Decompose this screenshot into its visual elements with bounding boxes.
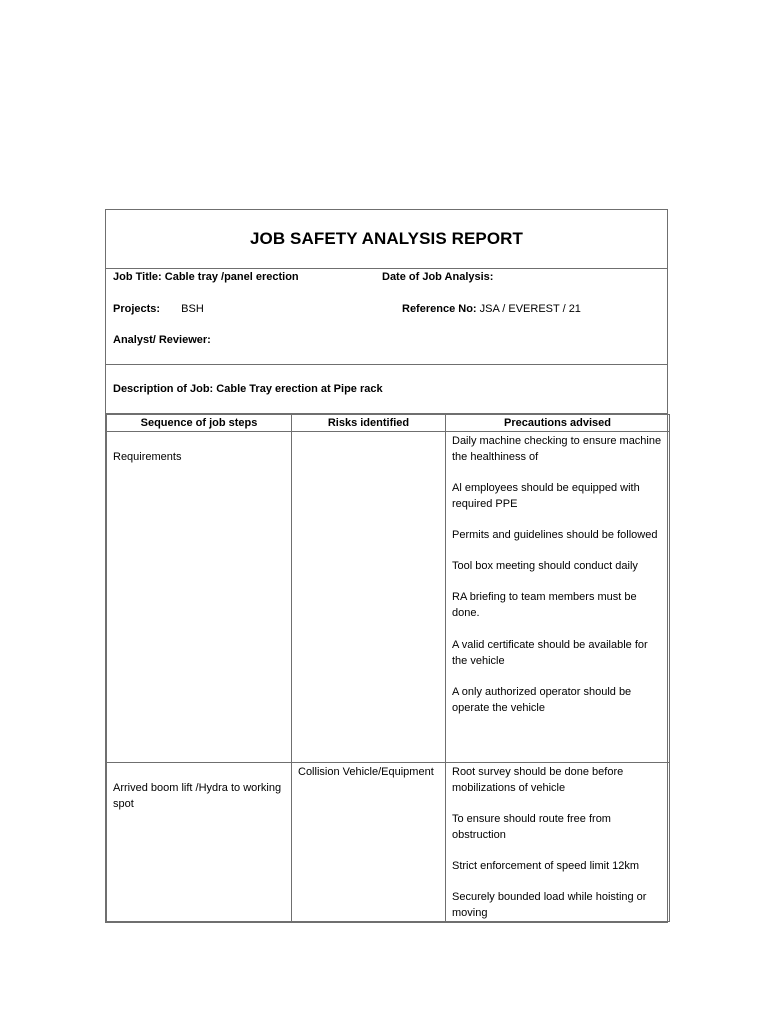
- description-label: Description of Job:: [113, 383, 214, 395]
- precautions-cell: [446, 763, 670, 922]
- header-precautions: Precautions advised: [446, 415, 670, 432]
- reference-value: JSA / EVEREST / 21: [479, 303, 581, 315]
- precaution-item: Strict enforcement of speed limit 12km: [452, 860, 640, 872]
- table-row: [107, 432, 670, 763]
- precautions-list: [452, 764, 663, 921]
- job-title-value: Cable tray /panel erection: [164, 271, 299, 283]
- jsa-table: [106, 414, 670, 922]
- precaution-item: To ensure should route free from obstruction: [452, 813, 611, 841]
- description-value: Cable Tray erection at Pipe rack: [216, 383, 383, 395]
- jsa-document: [105, 209, 668, 923]
- projects-value: BSH: [181, 303, 204, 315]
- table-header-row: [107, 415, 670, 432]
- step-cell: Requirements: [107, 432, 292, 763]
- header-risks: Risks identified: [292, 415, 446, 432]
- step-cell: Arrived boom lift /Hydra to working spot: [107, 763, 292, 922]
- precaution-item: Securely bounded load while hoisting or moving: [452, 891, 647, 919]
- precaution-item: Daily machine checking to ensure machine the healthiness of: [452, 435, 662, 463]
- precaution-item: Root survey should be done before mobilizations of vehicle: [452, 766, 624, 794]
- job-title-label: Job Title:: [113, 271, 162, 283]
- analyst-label: Analyst/ Reviewer:: [113, 334, 211, 346]
- table-row: [107, 763, 670, 922]
- report-header-box: [105, 209, 668, 923]
- projects-label: Projects:: [113, 303, 161, 315]
- header-sequence: Sequence of job steps: [107, 415, 292, 432]
- precaution-item: A valid certificate should be available for the vehicle: [452, 639, 648, 667]
- precaution-item: Tool box meeting should conduct daily: [452, 560, 638, 572]
- projects-field: [113, 301, 204, 317]
- description-field: [113, 383, 383, 395]
- job-info-section: [106, 269, 667, 365]
- precaution-item: A only authorized operator should be operate the vehicle: [452, 686, 632, 714]
- reference-label: Reference No:: [402, 303, 477, 315]
- risks-cell: Collision Vehicle/Equipment: [292, 763, 446, 922]
- description-section: [106, 365, 667, 414]
- precautions-cell: [446, 432, 670, 763]
- precaution-item: RA briefing to team members must be done.: [452, 591, 637, 619]
- reference-field: [402, 301, 581, 317]
- title-row: [106, 210, 667, 269]
- precautions-list: [452, 433, 663, 716]
- report-title: JOB SAFETY ANALYSIS REPORT: [249, 229, 524, 248]
- precaution-item: Permits and guidelines should be followed: [452, 529, 658, 541]
- precaution-item: Al employees should be equipped with required PPE: [452, 482, 640, 510]
- job-title-field: [113, 269, 299, 285]
- risks-cell: [292, 432, 446, 763]
- date-label: Date of Job Analysis:: [382, 271, 494, 283]
